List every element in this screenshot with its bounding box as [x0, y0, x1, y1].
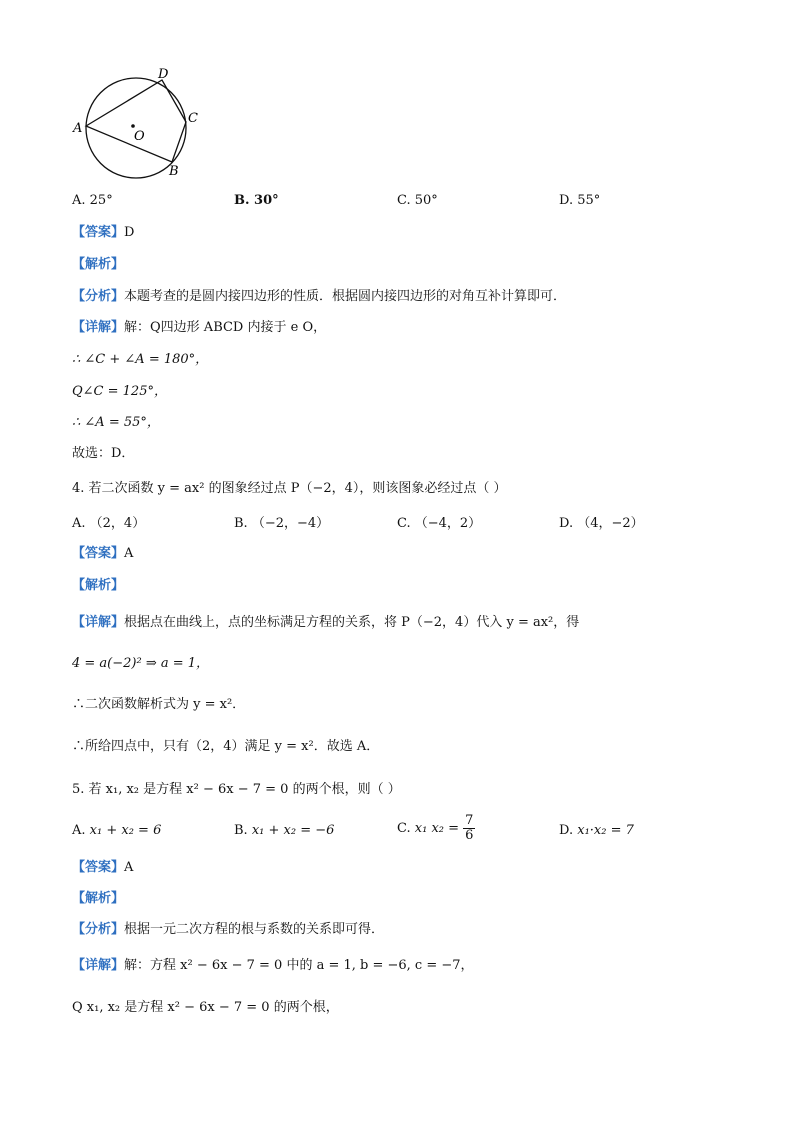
- option-expr: x₁·x₂ = 7: [577, 823, 634, 838]
- circle-quadrilateral-figure: [66, 62, 216, 184]
- q5-detail: [72, 957, 474, 975]
- analysis-tag: 【解析】: [72, 578, 125, 593]
- answer-value: A: [124, 860, 134, 875]
- circle-o: [86, 78, 186, 178]
- detail-text: 解：方程 x² − 6x − 7 = 0 中的 a = 1, b = −6, c = −7，: [124, 958, 474, 973]
- analysis-tag: 【解析】: [72, 257, 125, 272]
- q5-option-d: [559, 822, 634, 840]
- fenxi-tag: 【分析】: [72, 922, 125, 937]
- q5-fenxi: [72, 921, 384, 939]
- q3-step-3: Q∠C = 125°，: [72, 384, 167, 399]
- analysis-tag: 【解析】: [72, 891, 125, 906]
- answer-tag: 【答案】: [72, 860, 125, 875]
- answer-tag: 【答案】: [72, 225, 125, 240]
- q3-step-4: ∴ ∠A = 55°，: [72, 415, 160, 430]
- option-expr: x₁ + x₂ = −6: [251, 823, 335, 838]
- answer-value: A: [124, 546, 134, 561]
- q4-options: [72, 515, 732, 535]
- option-prefix: D.: [559, 823, 574, 838]
- q4-step-1: 4 = a(−2)² ⇒ a = 1，: [72, 656, 210, 671]
- q4-option-a: A. （2，4）: [72, 516, 146, 531]
- q4-option-b: B. （−2，−4）: [234, 516, 330, 531]
- detail-tag: 【详解】: [72, 958, 125, 973]
- answer-value: D: [124, 225, 135, 240]
- option-expr: x₁ x₂ =: [414, 821, 460, 836]
- q3-options: [72, 192, 732, 212]
- center-dot: [131, 124, 135, 128]
- option-prefix: C.: [397, 821, 411, 836]
- fraction: [463, 814, 475, 843]
- q3-step-2: ∴ ∠C + ∠A = 180°，: [72, 352, 209, 367]
- q4-answer: [72, 545, 133, 563]
- q5-analysis-heading: [72, 890, 124, 908]
- q4-stem: 4. 若二次函数 y = ax² 的图象经过点 P（−2，4），则该图象必经过点（ ）: [72, 481, 507, 496]
- option-expr: x₁ + x₂ = 6: [89, 823, 162, 838]
- q3-answer: [72, 224, 134, 242]
- label-a: A: [73, 121, 83, 136]
- q5-option-b: [234, 822, 334, 840]
- label-b: B: [169, 164, 179, 179]
- detail-text: 根据点在曲线上，点的坐标满足方程的关系，将 P（−2，4）代入 y = ax²，得: [124, 615, 580, 630]
- fenxi-text: 本题考查的是圆内接四边形的性质．根据圆内接四边形的对角互补计算即可．: [124, 289, 567, 304]
- q5-option-a: [72, 822, 161, 840]
- q3-detail: [72, 319, 326, 337]
- q5-stem: 5. 若 x₁, x₂ 是方程 x² − 6x − 7 = 0 的两个根，则（ ）: [72, 782, 401, 797]
- detail-tag: 【详解】: [72, 615, 125, 630]
- q3-analysis-heading: [72, 256, 124, 274]
- q3-option-a: A. 25°: [72, 193, 113, 208]
- q5-option-c: [397, 814, 475, 843]
- q3-option-b: B. 30°: [234, 193, 279, 208]
- label-o: O: [134, 129, 145, 144]
- q5-answer: [72, 859, 133, 877]
- q4-step-3: ∴所给四点中，只有（2，4）满足 y = x²．故选 A．: [72, 739, 380, 754]
- fenxi-tag: 【分析】: [72, 289, 125, 304]
- option-prefix: B.: [234, 823, 248, 838]
- q4-option-d: D. （4，−2）: [559, 516, 644, 531]
- detail-step-1: 解：Q四边形 ABCD 内接于 e O，: [124, 320, 327, 335]
- detail-tag: 【详解】: [72, 320, 125, 335]
- q4-step-2: ∴二次函数解析式为 y = x²．: [72, 697, 246, 712]
- fenxi-text: 根据一元二次方程的根与系数的关系即可得．: [124, 922, 385, 937]
- q3-step-5: 故选：D．: [72, 446, 135, 461]
- q5-options: [72, 813, 732, 852]
- option-prefix: A.: [72, 823, 86, 838]
- label-c: C: [188, 111, 198, 126]
- fraction-denominator: 6: [465, 828, 474, 843]
- q3-fenxi: [72, 288, 566, 306]
- q3-option-d: D. 55°: [559, 193, 601, 208]
- q5-last-line: Q x₁, x₂ 是方程 x² − 6x − 7 = 0 的两个根，: [72, 1000, 339, 1015]
- q4-option-c: C. （−4，2）: [397, 516, 482, 531]
- answer-tag: 【答案】: [72, 546, 125, 561]
- q4-detail: [72, 614, 579, 632]
- label-d: D: [158, 67, 169, 82]
- q4-analysis-heading: [72, 577, 124, 595]
- q3-option-c: C. 50°: [397, 193, 438, 208]
- fraction-numerator: 7: [465, 813, 474, 828]
